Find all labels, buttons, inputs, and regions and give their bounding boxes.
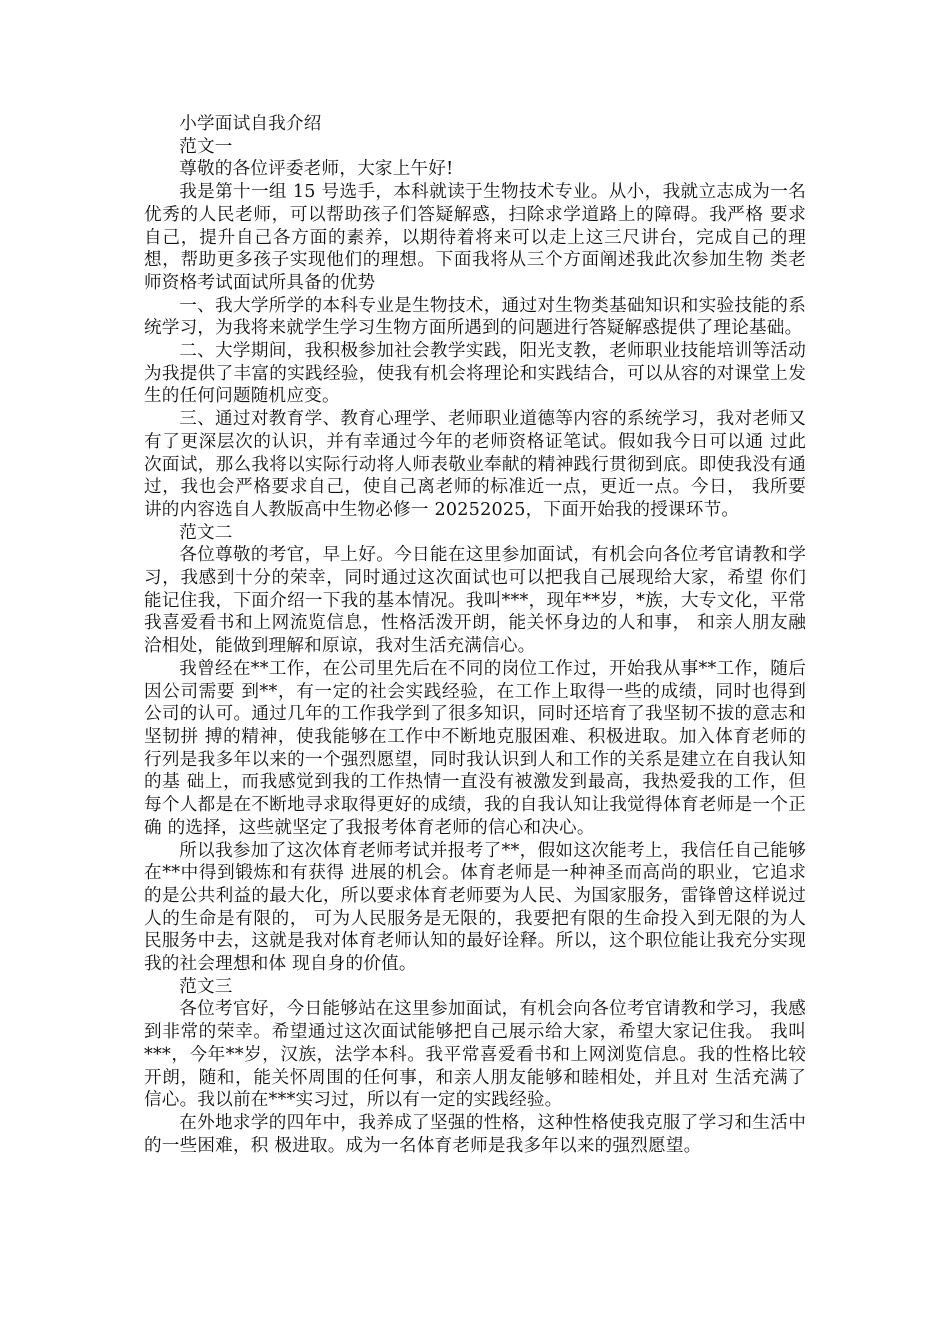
paragraph: 一、我大学所学的本科专业是生物技术，通过对生物类基础知识和实验技能的系统学习，为我将来就学生学习生物方面所遇到的问题进行答疑解惑提供了理论基础。 <box>144 295 806 339</box>
paragraph: 我曾经在**工作，在公司里先后在不同的岗位工作过，开始我从事**工作，随后因公司需要 到**，有一定的社会实践经验，在工作上取得一些的成绩，同时也得到公司的认可。通过几年的工作我学到了很多知识，同时还培育了我坚韧不拔的意志和坚韧拼 搏的精神，使我能够在工作中不断地克服困难、积极进取。加入体育老师的行列是我多年以来的一个强烈愿望，同时我认识到人和工作的关系是建立在自我认知的基 础上，而我感觉到我的工作热情一直没有被激发到最高，我热爱我的工作，但每个人都是在不断地寻求取得更好的成绩，我的自我认知让我觉得体育老师是一个正确 的选择，这些就坚定了我报考体育老师的信心和决心。 <box>144 658 806 838</box>
paragraph: 各位考官好，今日能够站在这里参加面试，有机会向各位考官请教和学习，我感到非常的荣幸。希望通过这次面试能够把自己展示给大家，希望大家记住我。 我叫***，今年**岁，汉族，法学本科。我平常喜爱看书和上网浏览信息。我的性格比较开朗，随和，能关怀周围的任何事，和亲人朋友能够和睦相处，并且对 生活充满了信心。我以前在***实习过，所以有一定的实践经验。 <box>144 999 806 1111</box>
paragraph: 尊敬的各位评委老师，大家上午好! <box>179 159 454 180</box>
section-heading: 范文二 <box>179 522 233 543</box>
paragraph: 各位尊敬的考官，早上好。今日能在这里参加面试，有机会向各位考官请教和学习，我感到十分的荣幸，同时通过这次面试也可以把我自己展现给大家，希望 你们能记住我，下面介绍一下我的基本情况。我叫***，现年**岁，*族，大专文化，平常我喜爱看书和上网流览信息，性格活泼开朗，能关怀身边的人和事， 和亲人朋友融洽相处，能做到理解和原谅，我对生活充满信心。 <box>144 545 806 657</box>
section-heading: 范文一 <box>179 136 233 157</box>
paragraph: 我是第十一组 15 号选手，本科就读于生物技术专业。从小，我就立志成为一名优秀的人民老师，可以帮助孩子们答疑解惑，扫除求学道路上的障碍。我严格 要求自己，提升自己各方面的素养，以期待着将来可以走上这三尺讲台，完成自己的理想，帮助更多孩子实现他们的理想。下面我将从三个方面阐述我此次参加生物 类老师资格考试面试所具备的优势 <box>144 182 806 293</box>
paragraph: 二、大学期间，我积极参加社会教学实践，阳光支教，老师职业技能培训等活动为我提供了丰富的实践经验，使我有机会将理论和实践结合，可以从容的对课堂上发生的任何问题随机应变。 <box>144 341 806 407</box>
paragraph: 在外地求学的四年中，我养成了坚强的性格，这种性格使我克服了学习和生活中的一些困难，积 极进取。成为一名体育老师是我多年以来的强烈愿望。 <box>144 1112 806 1156</box>
document-title: 小学面试自我介绍 <box>179 114 322 134</box>
section-heading: 范文三 <box>179 976 233 997</box>
paragraph: 所以我参加了这次体育老师考试并报考了**，假如这次能考上，我信任自己能够在**中得到锻炼和有获得 进展的机会。体育老师是一种神圣而高尚的职业，它追求的是公共利益的最大化，所以要求体育老师要为人民、为国家服务，雷锋曾这样说过人的生命是有限的， 可为人民服务是无限的，我要把有限的生命投入到无限的为人民服务中去，这就是我对体育老师认知的最好诠释。所以，这个职位能让我充分实现我的社会理想和体 现自身的价值。 <box>144 840 806 975</box>
document-body <box>144 113 806 1157</box>
paragraph: 三、通过对教育学、教育心理学、老师职业道德等内容的系统学习，我对老师又有了更深层次的认识，并有幸通过今年的老师资格证笔试。假如我今日可以通 过此次面试，那么我将以实际行动将人师表敬业奉献的精神践行贯彻到底。即使我没有通过，我也会严格要求自己，使自己离老师的标准近一点，更近一点。今日， 我所要讲的内容选自人教版高中生物必修一 20252025，下面开始我的授课环节。 <box>144 409 806 520</box>
